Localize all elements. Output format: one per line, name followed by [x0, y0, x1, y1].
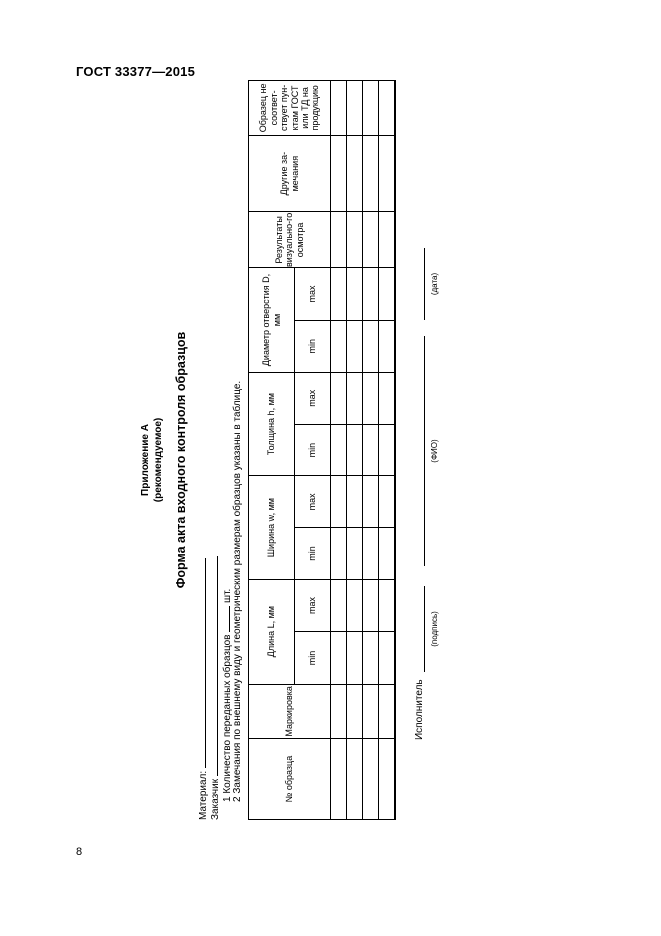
inspection-table — [248, 80, 396, 820]
material-field[interactable] — [196, 558, 206, 768]
table-cell[interactable] — [347, 320, 363, 372]
table-cell[interactable] — [379, 739, 395, 820]
annex-title: Приложение А — [140, 424, 151, 496]
page-number: 8 — [76, 846, 83, 858]
table-cell[interactable] — [379, 684, 395, 739]
name-line[interactable] — [424, 336, 425, 566]
table-cell[interactable] — [363, 476, 379, 528]
table-cell[interactable] — [363, 135, 379, 212]
table-cell[interactable] — [331, 739, 347, 820]
col-header-thickness-max: max — [295, 372, 331, 424]
caption-signature: (подпись) — [430, 611, 439, 647]
table-cell[interactable] — [347, 135, 363, 212]
table-cell[interactable] — [331, 135, 347, 212]
col-header-width-max: max — [295, 476, 331, 528]
table-row — [347, 81, 363, 820]
table-cell[interactable] — [331, 424, 347, 476]
item-1-text: Количество переданных образцов — [222, 634, 233, 794]
table-cell[interactable] — [331, 81, 347, 136]
table-cell[interactable] — [379, 424, 395, 476]
col-header-length-min: min — [295, 632, 331, 684]
material-label: Материал: — [198, 770, 209, 820]
col-header-nonconform: Образец не соответ-ствует пун-ктам ГОСТ или ТД на продукцию — [249, 81, 331, 136]
table-cell[interactable] — [363, 372, 379, 424]
col-header-width: Ширина w, мм — [249, 476, 295, 579]
table-cell[interactable] — [347, 476, 363, 528]
table-cell[interactable] — [363, 684, 379, 739]
table-cell[interactable] — [347, 372, 363, 424]
table-cell[interactable] — [363, 81, 379, 136]
caption-name: (ФИО) — [430, 439, 439, 463]
table-cell[interactable] — [347, 684, 363, 739]
table-cell[interactable] — [379, 268, 395, 320]
table-cell[interactable] — [363, 739, 379, 820]
table-cell[interactable] — [379, 372, 395, 424]
quantity-field[interactable] — [220, 606, 230, 632]
date-line[interactable] — [424, 248, 425, 320]
customer-label: Заказчик — [210, 778, 221, 820]
table-cell[interactable] — [379, 579, 395, 632]
table-cell[interactable] — [331, 632, 347, 684]
table-row — [363, 81, 379, 820]
table-cell[interactable] — [379, 81, 395, 136]
table-cell[interactable] — [363, 212, 379, 268]
executor-label: Исполнитель — [414, 679, 425, 740]
col-header-length: Длина L, мм — [249, 579, 295, 684]
table-cell[interactable] — [331, 684, 347, 739]
table-cell[interactable] — [331, 320, 347, 372]
table-cell[interactable] — [363, 424, 379, 476]
table-cell[interactable] — [379, 212, 395, 268]
table-row — [379, 81, 395, 820]
table-cell[interactable] — [331, 476, 347, 528]
table-cell[interactable] — [347, 739, 363, 820]
col-header-thickness: Толщина h, мм — [249, 372, 295, 476]
form-title: Форма акта входного контроля образцов — [174, 331, 188, 589]
table-cell[interactable] — [331, 528, 347, 579]
col-header-diameter: Диаметр отверстия D, мм — [249, 268, 295, 372]
col-header-thickness-min: min — [295, 424, 331, 476]
table-cell[interactable] — [363, 632, 379, 684]
item-1-number: 1 — [222, 796, 233, 802]
col-header-visual: Результаты визуально-го осмотра — [249, 212, 331, 268]
table-cell[interactable] — [379, 476, 395, 528]
table-cell[interactable] — [347, 268, 363, 320]
table-cell[interactable] — [379, 320, 395, 372]
table-cell[interactable] — [331, 579, 347, 632]
caption-date: (дата) — [430, 272, 439, 296]
item-2-number: 2 — [232, 796, 243, 802]
table-cell[interactable] — [347, 81, 363, 136]
col-header-diameter-max: max — [295, 268, 331, 320]
table-cell[interactable] — [347, 579, 363, 632]
table-cell[interactable] — [347, 424, 363, 476]
col-header-width-min: min — [295, 528, 331, 579]
col-header-remarks: Другие за-мечания — [249, 135, 331, 212]
table-cell[interactable] — [363, 528, 379, 579]
item-1-unit: шт. — [222, 588, 233, 603]
col-header-length-max: max — [295, 579, 331, 632]
table-cell[interactable] — [331, 268, 347, 320]
table-row — [331, 81, 347, 820]
col-header-sample-no: № образца — [249, 739, 331, 820]
rotated-annex-page — [140, 80, 560, 840]
table-cell[interactable] — [331, 372, 347, 424]
annex-status: (рекомендуемое) — [153, 417, 164, 503]
table-cell[interactable] — [331, 212, 347, 268]
col-header-marking: Маркировка — [249, 684, 331, 739]
col-header-diameter-min: min — [295, 320, 331, 372]
table-cell[interactable] — [347, 632, 363, 684]
table-cell[interactable] — [379, 135, 395, 212]
table-cell[interactable] — [363, 579, 379, 632]
table-cell[interactable] — [347, 528, 363, 579]
signature-line[interactable] — [424, 586, 425, 672]
item-2 — [232, 381, 243, 802]
table-cell[interactable] — [379, 528, 395, 579]
table-cell[interactable] — [363, 320, 379, 372]
customer-field[interactable] — [208, 556, 218, 776]
table-cell[interactable] — [363, 268, 379, 320]
table-cell[interactable] — [379, 632, 395, 684]
item-2-text: Замечания по внешнему виду и геометрическим размерам образцов указаны в таблице. — [232, 380, 243, 794]
document-header: ГОСТ 33377—2015 — [76, 64, 195, 79]
table-cell[interactable] — [347, 212, 363, 268]
